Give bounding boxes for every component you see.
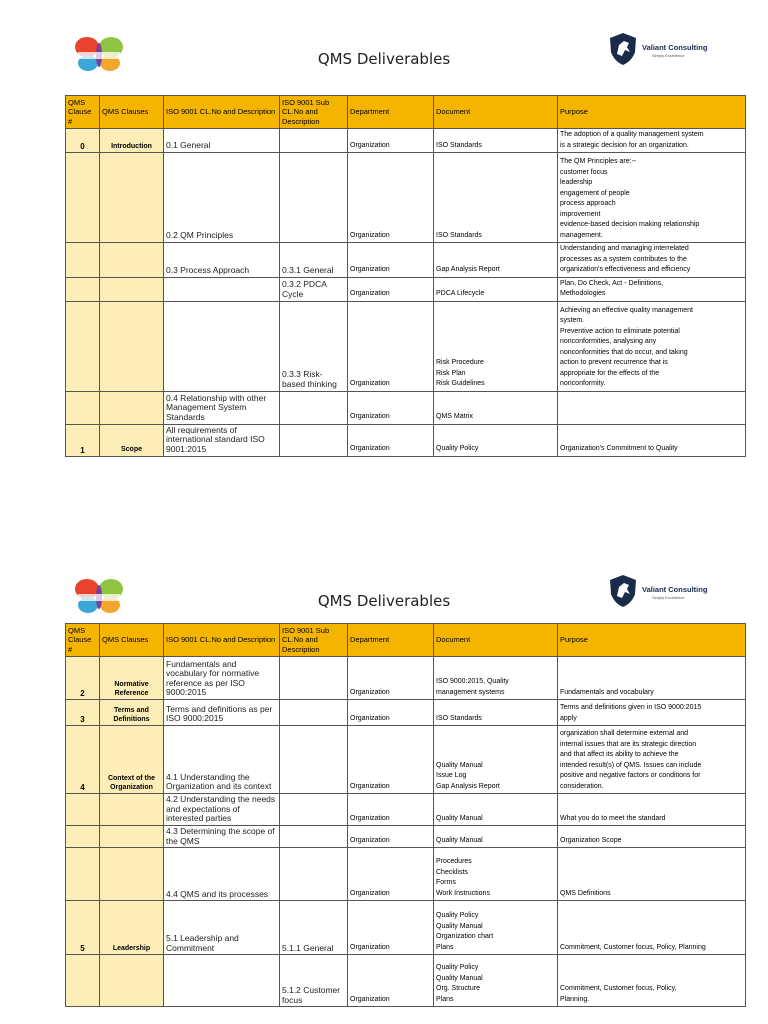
clause-number-cell bbox=[66, 391, 100, 424]
department-cell: Organization bbox=[348, 153, 434, 243]
purpose-cell bbox=[558, 657, 746, 700]
department-cell: Organization bbox=[348, 826, 434, 848]
header-iso-clause: ISO 9001 CL.No and Description bbox=[164, 624, 280, 657]
table-row bbox=[66, 848, 746, 901]
purpose-cell bbox=[558, 424, 746, 456]
purpose-line: leadership bbox=[560, 179, 593, 186]
iso-clause-cell: 4.3 Determining the scope of the QMS bbox=[164, 826, 280, 848]
purpose-cell bbox=[558, 955, 746, 1007]
purpose-line: nonconformity. bbox=[560, 380, 606, 387]
purpose-cell bbox=[558, 901, 746, 955]
purpose-cell bbox=[558, 391, 746, 424]
page-title: QMS Deliverables bbox=[317, 50, 451, 68]
document-line: ISO Standards bbox=[436, 231, 482, 239]
iso-subclause-cell: 5.1.2 Customer focus bbox=[280, 955, 348, 1007]
iso-subclause-cell: 5.1.1 General bbox=[280, 901, 348, 955]
document-cell bbox=[434, 726, 558, 794]
document-line: Quality Manual bbox=[436, 922, 483, 930]
clause-number-cell bbox=[66, 153, 100, 243]
iso-subclause-cell: 0.3.3 Risk-based thinking bbox=[280, 301, 348, 391]
purpose-line: Fundamentals and vocabulary bbox=[560, 688, 654, 696]
purpose-line: action to prevent recurrence that is bbox=[560, 359, 668, 366]
header-qms-clauses: QMS Clauses bbox=[100, 96, 164, 129]
iso-clause-cell: 0.1 General bbox=[164, 129, 280, 153]
table-row bbox=[66, 726, 746, 794]
purpose-line: positive and negative factors or conditions for bbox=[560, 772, 701, 779]
header-purpose: Purpose bbox=[558, 96, 746, 129]
clause-name-cell: Normative Reference bbox=[100, 657, 164, 700]
brand-name: Valiant Consulting bbox=[642, 43, 708, 52]
document-line: management systems bbox=[436, 688, 505, 696]
iso-clause-cell: 4.1 Understanding the Organization and its context bbox=[164, 726, 280, 794]
clause-number-cell bbox=[66, 277, 100, 301]
clause-name-cell bbox=[100, 794, 164, 826]
purpose-cell bbox=[558, 277, 746, 301]
document-line: Plans bbox=[436, 943, 454, 951]
header-clause-number: QMS Clause # bbox=[66, 624, 100, 657]
valiant-consulting-logo bbox=[608, 574, 708, 610]
purpose-line: nonconformities that do occur, and taking bbox=[560, 348, 688, 356]
purpose-cell bbox=[558, 700, 746, 726]
department-cell: Organization bbox=[348, 129, 434, 153]
purpose-line: evidence-based decision making relationship bbox=[560, 221, 700, 228]
clause-name-cell: Terms and Definitions bbox=[100, 700, 164, 726]
iso-clause-cell: Fundamentals and vocabulary for normative reference as per ISO 9000:2015 bbox=[164, 657, 280, 700]
purpose-line: intended result(s) of QMS. Issues can include bbox=[560, 761, 702, 769]
purpose-line: Preventive action to eliminate potential bbox=[560, 327, 680, 335]
document-cell bbox=[434, 301, 558, 391]
clause-number-cell bbox=[66, 955, 100, 1007]
table-row bbox=[66, 657, 746, 700]
page-title: QMS Deliverables bbox=[317, 592, 451, 610]
purpose-cell bbox=[558, 153, 746, 243]
purpose-line: system. bbox=[560, 317, 585, 324]
iso-clause-cell bbox=[164, 301, 280, 391]
table-row bbox=[66, 153, 746, 243]
iso-clause-cell: 5.1 Leadership and Commitment bbox=[164, 901, 280, 955]
clause-number-cell bbox=[66, 826, 100, 848]
document-line: Checklists bbox=[436, 868, 468, 876]
purpose-line: improvement bbox=[560, 210, 601, 218]
clause-number-cell bbox=[66, 243, 100, 278]
table-row bbox=[66, 391, 746, 424]
document-cell bbox=[434, 277, 558, 301]
document-cell bbox=[434, 794, 558, 826]
document-cell bbox=[434, 391, 558, 424]
purpose-line: What you do to meet the standard bbox=[560, 814, 666, 822]
clause-name-cell: Context of the Organization bbox=[100, 726, 164, 794]
purpose-cell bbox=[558, 726, 746, 794]
document-line: Quality Manual bbox=[436, 836, 483, 844]
iso-subclause-cell bbox=[280, 657, 348, 700]
deliverables-table-page-2 bbox=[65, 623, 746, 1007]
table-row bbox=[66, 129, 746, 153]
header-department: Department bbox=[348, 624, 434, 657]
iso-clause-cell: Terms and definitions as per ISO 9000:2015 bbox=[164, 700, 280, 726]
department-cell: Organization bbox=[348, 794, 434, 826]
purpose-line: engagement of people bbox=[560, 189, 630, 197]
purpose-line: Organization's Commitment to Quality bbox=[560, 445, 678, 452]
iso-clause-cell: 4.2 Understanding the needs and expectations of interested parties bbox=[164, 794, 280, 826]
purpose-line: process approach bbox=[560, 200, 616, 207]
document-cell bbox=[434, 700, 558, 726]
purpose-line: is a strategic decision for an organization. bbox=[560, 141, 689, 149]
purpose-line: The QM Principles are:-- bbox=[560, 158, 637, 165]
valiant-consulting-logo bbox=[608, 32, 708, 68]
purpose-line: The adoption of a quality management system bbox=[560, 131, 704, 138]
header-department: Department bbox=[348, 96, 434, 129]
purpose-line: consideration. bbox=[560, 782, 604, 790]
department-cell: Organization bbox=[348, 700, 434, 726]
iso-clause-cell: 0.4 Relationship with other Management System Standards bbox=[164, 391, 280, 424]
page-header-2 bbox=[0, 570, 768, 630]
clause-number-cell: 4 bbox=[66, 726, 100, 794]
header-document: Document bbox=[434, 624, 558, 657]
purpose-line: and that affect its ability to achieve the bbox=[560, 751, 679, 758]
document-line: Risk Procedure bbox=[436, 359, 484, 366]
document-line: Work Instructions bbox=[436, 889, 490, 897]
department-cell: Organization bbox=[348, 657, 434, 700]
purpose-line: Plan, Do Check, Act - Definitions, bbox=[560, 279, 664, 287]
table-header-row bbox=[66, 624, 746, 657]
page-header-1 bbox=[0, 28, 768, 88]
shield-horse-icon bbox=[608, 574, 638, 608]
document-line: Risk Plan bbox=[436, 369, 466, 377]
document-line: Quality Manual bbox=[436, 814, 483, 822]
department-cell: Organization bbox=[348, 243, 434, 278]
department-cell: Organization bbox=[348, 301, 434, 391]
table-row bbox=[66, 826, 746, 848]
purpose-line: Commitment, Customer focus, Policy, Planning bbox=[560, 943, 706, 951]
purpose-line: Planning. bbox=[560, 995, 590, 1003]
purpose-line: internal issues that are its strategic direction bbox=[560, 740, 697, 748]
purpose-line: apply bbox=[560, 714, 577, 722]
document-line: Quality Manual bbox=[436, 974, 483, 982]
document-cell bbox=[434, 955, 558, 1007]
document-line: ISO Standards bbox=[436, 141, 482, 149]
brand-name: Valiant Consulting bbox=[642, 585, 708, 594]
iso-subclause-cell bbox=[280, 726, 348, 794]
table-row bbox=[66, 955, 746, 1007]
purpose-line: Achieving an effective quality management bbox=[560, 306, 693, 314]
department-cell: Organization bbox=[348, 848, 434, 901]
iso-subclause-cell bbox=[280, 700, 348, 726]
table-row bbox=[66, 301, 746, 391]
table-header-row bbox=[66, 96, 746, 129]
clause-name-cell bbox=[100, 391, 164, 424]
purpose-line: nonconformities, analysing any bbox=[560, 338, 657, 345]
header-document: Document bbox=[434, 96, 558, 129]
clause-number-cell: 3 bbox=[66, 700, 100, 726]
table-row bbox=[66, 277, 746, 301]
iso-subclause-cell bbox=[280, 129, 348, 153]
document-line: ISO Standards bbox=[436, 714, 482, 722]
purpose-line: organization's effectiveness and efficiency bbox=[560, 266, 691, 273]
shield-horse-icon bbox=[608, 32, 638, 66]
iso-subclause-cell bbox=[280, 826, 348, 848]
document-line: PDCA Lifecycle bbox=[436, 290, 485, 297]
deliverables-table-page-1 bbox=[65, 95, 746, 457]
clause-name-cell bbox=[100, 301, 164, 391]
document-line: ISO 9000:2015, Quality bbox=[436, 678, 509, 685]
purpose-line: customer focus bbox=[560, 168, 608, 176]
purpose-line: organization shall determine external and bbox=[560, 730, 689, 737]
document-cell bbox=[434, 901, 558, 955]
header-iso-subclause: ISO 9001 Sub CL.No and Description bbox=[280, 624, 348, 657]
table-row bbox=[66, 794, 746, 826]
purpose-cell bbox=[558, 301, 746, 391]
document-line: Forms bbox=[436, 879, 456, 887]
document-line: Quality Manual bbox=[436, 761, 483, 769]
clause-number-cell: 1 bbox=[66, 424, 100, 456]
document-line: Procedures bbox=[436, 858, 472, 866]
iso-clause-cell: All requirements of international standard ISO 9001:2015 bbox=[164, 424, 280, 456]
department-cell: Organization bbox=[348, 955, 434, 1007]
purpose-line: QMS Definitions bbox=[560, 889, 611, 897]
clause-name-cell bbox=[100, 955, 164, 1007]
table-row bbox=[66, 700, 746, 726]
purpose-cell bbox=[558, 826, 746, 848]
brand-tagline: Simply Excellence bbox=[652, 595, 685, 600]
header-iso-subclause: ISO 9001 Sub CL.No and Description bbox=[280, 96, 348, 129]
clause-name-cell: Scope bbox=[100, 424, 164, 456]
document-line: Organization chart bbox=[436, 933, 494, 941]
document-line: Org. Structure bbox=[436, 985, 480, 993]
iso-clause-cell bbox=[164, 277, 280, 301]
header-qms-clauses: QMS Clauses bbox=[100, 624, 164, 657]
header-purpose: Purpose bbox=[558, 624, 746, 657]
purpose-line: Understanding and managing interrelated bbox=[560, 245, 689, 252]
table-row bbox=[66, 901, 746, 955]
purpose-cell bbox=[558, 243, 746, 278]
document-line: QMS Matrix bbox=[436, 413, 473, 420]
document-cell bbox=[434, 129, 558, 153]
department-cell: Organization bbox=[348, 277, 434, 301]
department-cell: Organization bbox=[348, 901, 434, 955]
document-cell bbox=[434, 657, 558, 700]
document-cell bbox=[434, 243, 558, 278]
clause-name-cell bbox=[100, 826, 164, 848]
document-cell bbox=[434, 848, 558, 901]
clause-name-cell bbox=[100, 243, 164, 278]
iso-clause-cell bbox=[164, 955, 280, 1007]
document-line: Gap Analysis Report bbox=[436, 266, 500, 273]
clause-name-cell bbox=[100, 848, 164, 901]
header-clause-number: QMS Clause # bbox=[66, 96, 100, 129]
iso-subclause-cell bbox=[280, 848, 348, 901]
clause-number-cell: 2 bbox=[66, 657, 100, 700]
purpose-cell bbox=[558, 794, 746, 826]
clause-name-cell: Introduction bbox=[100, 129, 164, 153]
document-cell bbox=[434, 153, 558, 243]
document-line: Quality Policy bbox=[436, 912, 479, 920]
iso-subclause-cell: 0.3.1 General bbox=[280, 243, 348, 278]
clause-number-cell: 0 bbox=[66, 129, 100, 153]
iso-subclause-cell bbox=[280, 391, 348, 424]
purpose-line: appropriate for the effects of the bbox=[560, 369, 660, 377]
purpose-line: processes as a system contributes to the bbox=[560, 255, 687, 263]
clause-name-cell bbox=[100, 153, 164, 243]
document-cell bbox=[434, 424, 558, 456]
iso-subclause-cell bbox=[280, 794, 348, 826]
document-line: Gap Analysis Report bbox=[436, 782, 500, 790]
clause-number-cell: 5 bbox=[66, 901, 100, 955]
clause-number-cell bbox=[66, 848, 100, 901]
document-line: Plans bbox=[436, 995, 454, 1003]
department-cell: Organization bbox=[348, 726, 434, 794]
department-cell: Organization bbox=[348, 391, 434, 424]
purpose-line: Commitment, Customer focus, Policy, bbox=[560, 985, 677, 993]
clause-name-cell bbox=[100, 277, 164, 301]
document-line: Quality Policy bbox=[436, 445, 479, 452]
department-cell: Organization bbox=[348, 424, 434, 456]
brand-tagline: Simply Excellence bbox=[652, 53, 685, 58]
clause-number-cell bbox=[66, 794, 100, 826]
header-iso-clause: ISO 9001 CL.No and Description bbox=[164, 96, 280, 129]
iso-subclause-cell bbox=[280, 153, 348, 243]
iso-clause-cell: 0.2 QM Principles bbox=[164, 153, 280, 243]
document-line: Risk Guidelines bbox=[436, 380, 485, 387]
purpose-line: Terms and definitions given in ISO 9000:2015 bbox=[560, 704, 702, 711]
purpose-line: Organization Scope bbox=[560, 836, 622, 844]
table-row bbox=[66, 243, 746, 278]
purpose-line: Methodologies bbox=[560, 290, 606, 297]
purpose-cell bbox=[558, 848, 746, 901]
purpose-line: management. bbox=[560, 231, 603, 239]
iso-subclause-cell: 0.3.2 PDCA Cycle bbox=[280, 277, 348, 301]
document-line: Issue Log bbox=[436, 772, 467, 779]
clause-number-cell bbox=[66, 301, 100, 391]
document-line: Quality Policy bbox=[436, 964, 479, 972]
clause-name-cell: Leadership bbox=[100, 901, 164, 955]
purpose-cell bbox=[558, 129, 746, 153]
iso-clause-cell: 4.4 QMS and its processes bbox=[164, 848, 280, 901]
iso-subclause-cell bbox=[280, 424, 348, 456]
table-row bbox=[66, 424, 746, 456]
document-cell bbox=[434, 826, 558, 848]
iso-clause-cell: 0.3 Process Approach bbox=[164, 243, 280, 278]
